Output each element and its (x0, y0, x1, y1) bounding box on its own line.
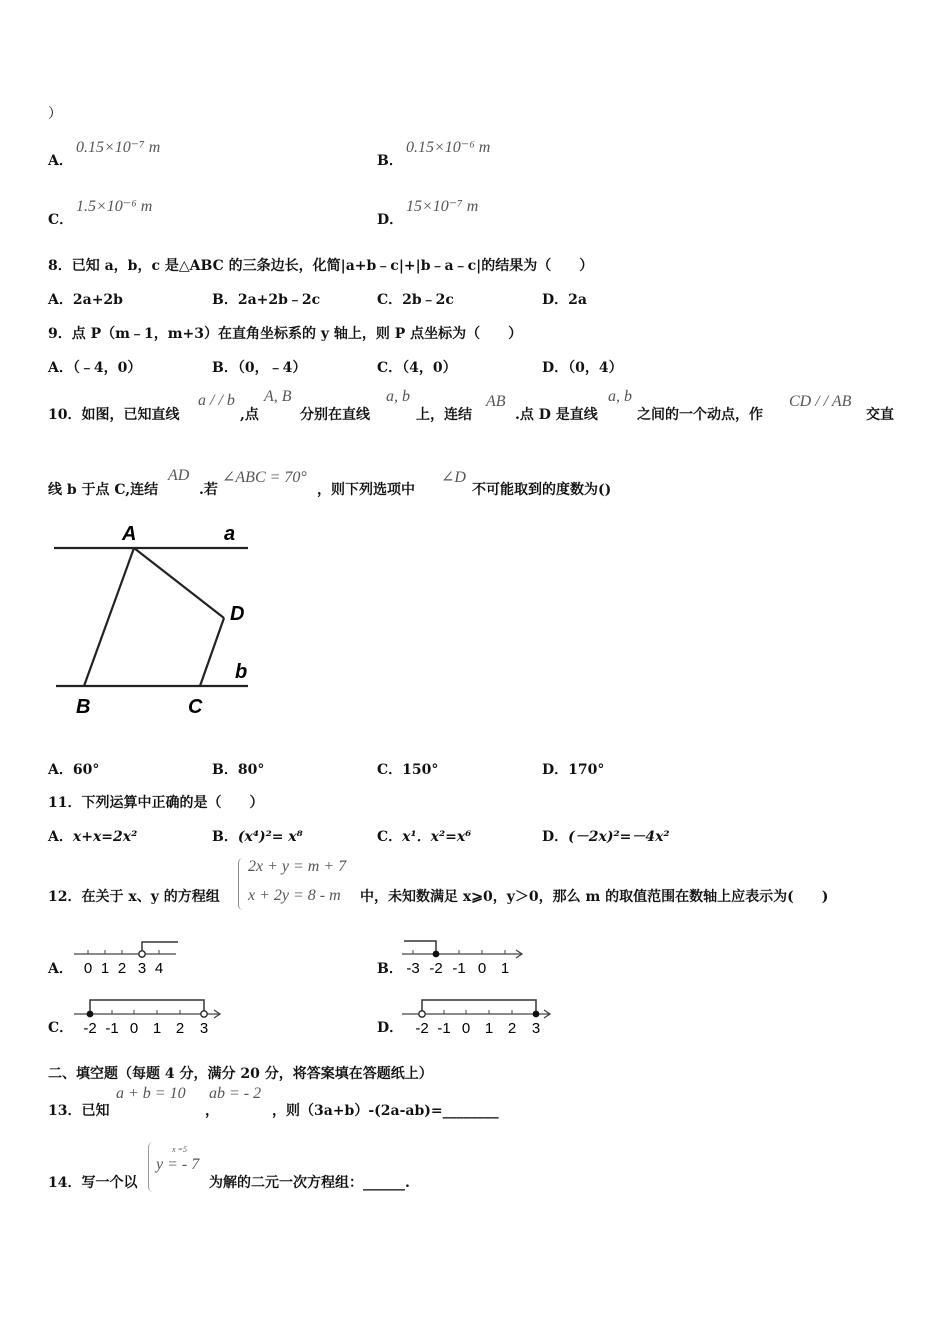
q10-math-3: a, b (386, 388, 410, 405)
tick-label: 1 (100, 960, 110, 977)
q10-math-1: a / / b (198, 392, 235, 409)
tick-label: 1 (484, 1020, 494, 1037)
q10-math-7: AD (168, 467, 190, 484)
q7-option-c-label: C． (48, 212, 74, 228)
q10-text-7: .若 (199, 482, 218, 498)
q7-option-b-label: B． (377, 153, 403, 169)
q10-text-8: ，则下列选项中 (317, 482, 415, 498)
q10-math-8: ∠ABC = 70° (222, 469, 307, 486)
q10-option-a: A．60° (48, 762, 100, 778)
q7-option-b-expr: 0.15×10⁻⁶ m (406, 139, 491, 156)
q9-stem: 9．点 P（m﹣1，m+3）在直角坐标系的 y 轴上，则 P 点坐标为（ ） (48, 326, 523, 342)
q12-option-d-label: D． (377, 1020, 404, 1036)
q12-num: 12．在关于 x、y 的方程组 (48, 889, 220, 905)
q14-sup: x =5 (172, 1145, 187, 1154)
q11-option-b: B．(x⁴)²= x⁸ (212, 829, 303, 845)
q9-option-d: D．（0，4） (542, 360, 623, 376)
q7-tail: ） (48, 106, 62, 122)
q12-equation-1: 2x + y = m + 7 (248, 858, 347, 875)
q12-equation-2: x + 2y = 8 - m (248, 887, 341, 904)
tick-label: 3 (199, 1020, 209, 1037)
q10-num: 10．如图，已知直线 (48, 407, 180, 423)
q10-text-6: 交直 (866, 407, 894, 423)
q12-number-line-b (400, 935, 530, 977)
tick-label: 3 (137, 960, 147, 977)
segment-dc (200, 618, 224, 686)
tick-label: 0 (477, 960, 487, 977)
q8-option-b: B．2a+2b﹣2c (212, 292, 321, 308)
open-point (419, 1011, 425, 1017)
tick-label: -2 (429, 960, 443, 977)
q10-geometry-figure (48, 518, 258, 723)
q7-option-a-label: A． (48, 153, 73, 169)
q7-option-c-expr: 1.5×10⁻⁶ m (76, 198, 153, 215)
tick-label: -1 (437, 1020, 451, 1037)
tick-label: 2 (507, 1020, 517, 1037)
q11-stem: 11．下列运算中正确的是（ ） (48, 795, 264, 811)
q9-option-a: A．（﹣4，0） (48, 360, 142, 376)
q9-option-b: B．（0，﹣4） (212, 360, 307, 376)
closed-point (433, 951, 440, 958)
q10-math-6: CD / / AB (789, 393, 852, 410)
q10-text-5: 之间的一个动点，作 (637, 407, 763, 423)
q8-option-d: D．2a (542, 292, 587, 308)
q13-sep: ， (205, 1103, 219, 1119)
q10-option-b: B．80° (212, 762, 265, 778)
tick-label: 0 (461, 1020, 471, 1037)
q12-number-line-d (400, 994, 558, 1038)
q10-option-c: C．150° (377, 762, 439, 778)
q14-system-brace (148, 1142, 153, 1192)
q10-math-4: AB (486, 393, 506, 410)
q8-option-a: A．2a+2b (48, 292, 123, 308)
q11-option-d: D．(－2x)²=－4x² (542, 829, 670, 845)
tick-label: -1 (105, 1020, 119, 1037)
q14-tail: 为解的二元一次方程组：______. (209, 1175, 410, 1191)
tick-label: -1 (452, 960, 466, 977)
q14-math-1: y = - 7 (156, 1156, 200, 1173)
q13-math-1: a + b = 10 (116, 1085, 186, 1102)
q9-option-c: C．（4，0） (377, 360, 457, 376)
q10-text-9: 不可能取到的度数为() (472, 482, 612, 498)
point-label-d: D (230, 603, 245, 625)
q10-text-1: ,点 (240, 407, 259, 423)
tick-label: 0 (83, 960, 93, 977)
q8-option-c: C．2b﹣2c (377, 292, 454, 308)
q12-option-c-label: C． (48, 1020, 74, 1036)
segment-ad (134, 548, 224, 618)
point-label-a: A (122, 523, 137, 545)
tick-label: -2 (415, 1020, 429, 1037)
q11-option-c: C．x¹．x²=x⁶ (377, 829, 472, 845)
q12-tail: 中，未知数满足 x⩾0，y＞0，那么 m 的取值范围在数轴上应表示为( ) (360, 889, 829, 905)
q7-option-d-label: D． (377, 212, 404, 228)
q11-option-a: A．x+x=2x² (48, 829, 138, 845)
tick-label: 0 (129, 1020, 139, 1037)
tick-label: 1 (500, 960, 510, 977)
open-point (201, 1011, 207, 1017)
tick-label: -2 (83, 1020, 97, 1037)
q12-option-a-label: A． (48, 961, 73, 977)
q10-math-2: A, B (264, 388, 292, 405)
q12-number-line-c (72, 994, 227, 1038)
line-label-a: a (224, 523, 236, 545)
q8-stem: 8．已知 a，b，c 是△ABC 的三条边长，化简|a+b﹣c|+|b﹣a﹣c|的结果为（ ） (48, 258, 594, 274)
q12-option-b-label: B． (377, 961, 403, 977)
point-label-b: B (76, 696, 91, 718)
q13-math-2: ab = - 2 (209, 1085, 262, 1102)
q10-text-3: 上，连结 (416, 407, 472, 423)
q10-line2-text: 线 b 于点 C,连结 (48, 482, 159, 498)
q10-text-2: 分别在直线 (300, 407, 370, 423)
tick-label: -3 (406, 960, 420, 977)
open-point (139, 951, 145, 957)
q13-tail: ，则（3a+b）-(2a-ab)=________ (272, 1103, 499, 1119)
q12-system-brace (238, 858, 243, 910)
q10-text-4: .点 D 是直线 (515, 407, 598, 423)
q13-num: 13．已知 (48, 1103, 110, 1119)
closed-point (533, 1011, 540, 1018)
q10-math-9: ∠D (441, 469, 466, 486)
q12-number-line-a (72, 936, 184, 978)
tick-label: 4 (154, 960, 164, 977)
q7-option-d-expr: 15×10⁻⁷ m (406, 198, 479, 215)
q10-option-d: D．170° (542, 762, 605, 778)
q14-num: 14．写一个以 (48, 1175, 138, 1191)
section-2-title: 二、填空题（每题 4 分，满分 20 分，将答案填在答题纸上） (48, 1066, 433, 1082)
closed-point (87, 1011, 94, 1018)
point-label-c: C (188, 696, 203, 718)
q7-option-a-expr: 0.15×10⁻⁷ m (76, 139, 161, 156)
tick-label: 3 (531, 1020, 541, 1037)
line-label-b: b (235, 661, 248, 683)
tick-label: 2 (117, 960, 127, 977)
segment-ab (84, 548, 134, 686)
q10-math-5: a, b (608, 388, 632, 405)
tick-label: 2 (175, 1020, 185, 1037)
tick-label: 1 (152, 1020, 162, 1037)
